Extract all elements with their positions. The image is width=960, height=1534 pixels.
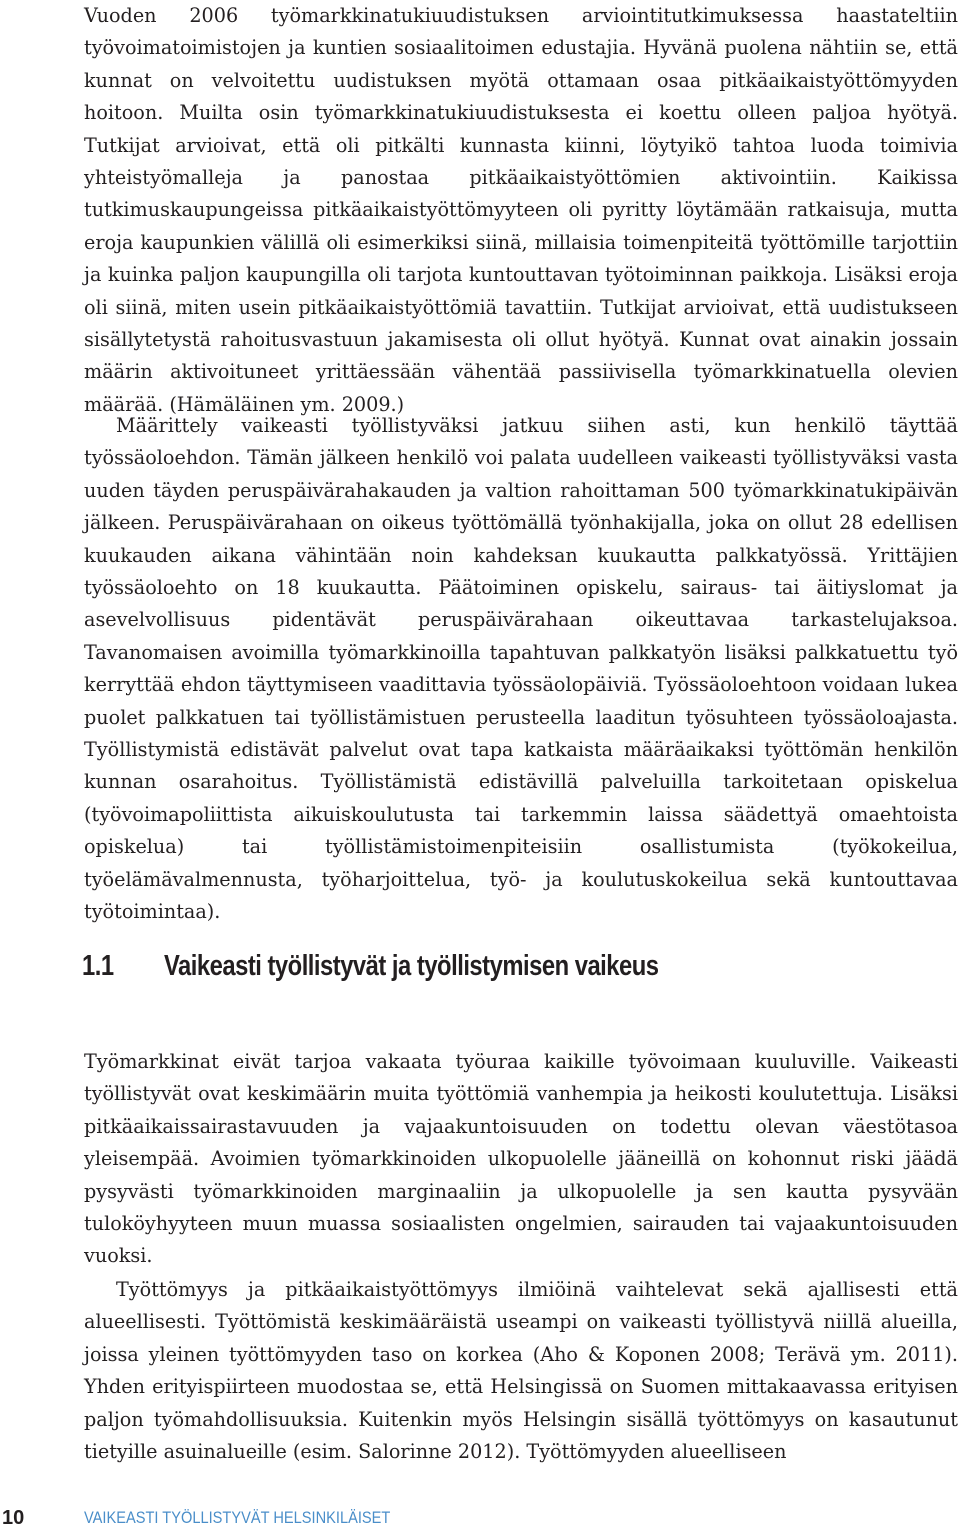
body-paragraph: Vuoden 2006 työmarkkinatukiuudistuksen arviointitutkimuksessa haastateltiin työvoimatoimistojen ja kuntien sosiaalitoimen edustajia. Hyvänä puolena nähtiin se, että kunnat on velvoitettu uudistuksen myötä ottamaan osaa pitkäaikaistyöttömyyden hoitoon. Muilta osin työmarkkinatukiuudistuksesta ei koettu olleen paljoa hyötyä. Tutkijat arvioivat, että oli pitkälti kunnasta kiinni, löytyikö tahtoa luoda toimivia yhteistyömalleja ja panostaa pitkäaikaistyöttömien aktivointiin. Kaikissa tutkimuskaupungeissa pitkäaikaistyöttömyyteen oli pyritty löytämään ratkaisuja, mutta eroja kaupunkien välillä oli esimerkiksi siinä, millaisia toimenpiteitä työttömille tarjottiin ja kuinka paljon kaupungilla oli tarjota kuntouttavan työtoiminnan paikkoja. Lisäksi eroja oli siinä, miten usein pitkäaikaistyöttömiä tavattiin. Tutkijat arvioivat, että uudistukseen sisällytetystä rahoitusvastuun jakamisesta oli ollut hyötyä. Kunnat ovat ainakin jossain määrin aktivoituneet yrittäessään vähentää passiivisella työmarkkinatuella olevien määrää. (Hämäläinen ym. 2009.): [84, 4, 958, 416]
section-heading: [82, 946, 799, 986]
running-title: VAIKEASTI TYÖLLISTYVÄT HELSINKILÄISET: [84, 1508, 391, 1527]
page-number: 10: [2, 1507, 25, 1529]
page-footer: [0, 1504, 960, 1532]
body-paragraph: Työmarkkinat eivät tarjoa vakaata työuraa kaikille työvoimaan kuuluville. Vaikeasti työllistyvät ovat keskimäärin muita työttömiä vanhempia ja heikosti koulutettuja. Lisäksi pitkäaikaissairastavuuden ja vajaakuntoisuuden on todettu olevan väestötasoa yleisempää. Avoimien työmarkkinoiden ulkopuolelle jääneillä on kohonnut riski jäädä pysyvästi työmarkkinoiden marginaaliin ja ulkopuolelle ja sen kautta pysyvään tuloköyhyyteen muun muassa sosiaalisten ongelmien, sairauden tai vajaakuntoisuuden vuoksi.: [84, 1050, 958, 1268]
body-paragraph: Työttömyys ja pitkäaikaistyöttömyys ilmiöinä vaihtelevat sekä ajallisesti että alueellisesti. Työttömistä keskimääräistä useampi on vaikeasti työllistyvä niillä alueilla, joissa yleinen työttömyyden taso on korkea (Aho & Koponen 2008; Terävä ym. 2011). Yhden erityispiirteen muodostaa se, että Helsingissä on Suomen mittakaavassa erityisen paljon työmahdollisuuksia. Kuitenkin myös Helsingin sisällä työttömyys on kasautunut tietyille asuinalueille (esim. Salorinne 2012). Työttömyyden alueelliseen: [84, 1278, 958, 1464]
section-title: Vaikeasti työllistyvät ja työllistymisen vaikeus: [164, 950, 659, 982]
body-paragraph: Määrittely vaikeasti työllistyväksi jatkuu siihen asti, kun henkilö täyttää työssäoloehdon. Tämän jälkeen henkilö voi palata uudelleen vaikeasti työllistyväksi vasta uuden täyden peruspäivärahakauden ja valtion rahoittaman 500 työmarkkinatukipäivän jälkeen. Peruspäivärahaan on oikeus työttömällä työnhakijalla, joka on ollut 28 edellisen kuukauden aikana vähintään noin kahdeksan kuukautta palkkatyössä. Yrittäjien työssäoloehto on 18 kuukautta. Päätoiminen opiskelu, sairaus- tai äitiyslomat ja asevelvollisuus pidentävät peruspäivärahaan oikeuttavaa tarkastelujaksoa. Tavanomaisen avoimilla työmarkkinoilla tapahtuvan palkkatyön lisäksi palkkatuettu työ kerryttää ehdon täyttymiseen vaadittavia työssäolopäiviä. Työssäoloehtoon voidaan lukea puolet palkkatuen tai työllistämistuen perusteella laaditun työsuhteen työssäoloajasta. Työllistymistä edistävät palvelut ovat tapa katkaista määräaikaksi työttömän henkilön kunnan osarahoitus. Työllistämistä edistävillä palveluilla tarkoitetaan opiskelua (työvoimapoliittista aikuiskoulutusta tai tarkemmin laissa säädettyä omaehtoista opiskelua) tai työllistämistoimenpiteisiin osallistumista (työkokeilua, työelämävalmennusta, työharjoittelua, työ- ja koulutuskokeilua sekä kuntouttavaa työtoimintaa).: [84, 414, 958, 924]
section-number: 1.1: [82, 950, 114, 982]
